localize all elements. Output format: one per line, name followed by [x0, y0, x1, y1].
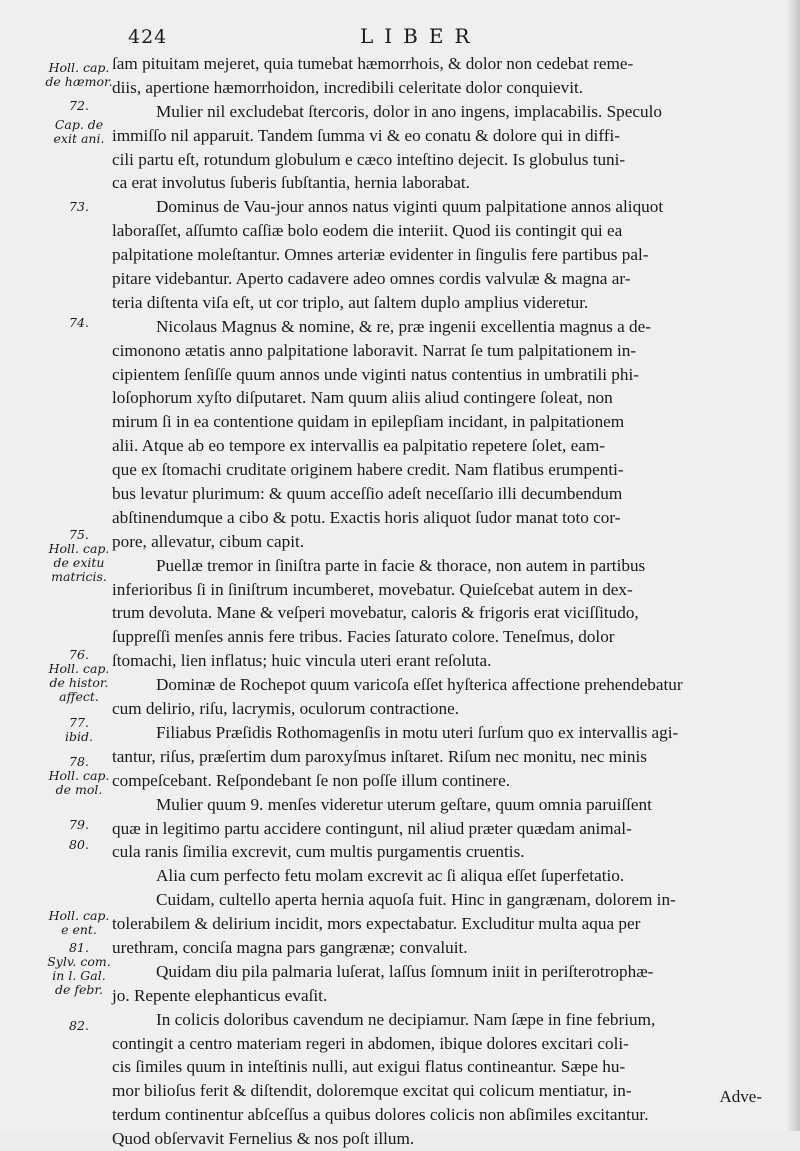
- text-line: compeſcebant. Reſpondebant ſe non poſſe illum continere.: [112, 770, 511, 790]
- page-number: 424: [128, 26, 168, 48]
- margin-note-line: e ent.: [61, 922, 97, 937]
- text-line: inferioribus ſi in ſiniſtrum incumberet, movebatur. Quieſcebat autem in dex-: [112, 579, 633, 599]
- text-line: ſtomachi, lien inflatus; huic vincula uteri erant reſoluta.: [112, 651, 492, 671]
- margin-note-line: Cap. de: [54, 117, 104, 132]
- margin-note-81-sylv: [34, 941, 124, 997]
- margin-note-77-ibid: [34, 716, 124, 744]
- text-line: immiſſo nil apparuit. Tandem ſumma vi & eo conatu & dolore qui in diffi-: [112, 125, 620, 145]
- text-line: tantur, riſus, præſertim dum paroxyſmus inſtaret. Riſum nec monitu, nec minis: [112, 746, 647, 766]
- margin-note-76: [34, 648, 124, 704]
- text-line: Quod obſervavit Fernelius & nos poſt illum.: [112, 1129, 415, 1149]
- margin-note-line: 74.: [69, 315, 89, 330]
- text-line: pitare videbantur. Aperto cadavere adeo omnes cordis valvulæ & magna ar-: [112, 269, 631, 289]
- text-line: loſophorum xyſto diſputaret. Nam quum aliis aliud contingere ſoleat, non: [112, 388, 613, 408]
- catchword: Adve-: [719, 1087, 762, 1106]
- margin-note-line: 72.: [69, 98, 89, 113]
- text-line: urethram, conciſa magna pars gangrænæ; convaluit.: [112, 937, 468, 957]
- margin-note-line: Sylv. com.: [47, 954, 111, 969]
- page-header: [0, 24, 800, 54]
- text-line: Quidam diu pila palmaria luſerat, laſſus ſomnum iniit in periſterotrophæ-: [156, 961, 654, 981]
- text-line: que ex ſtomachi cruditate originem habere credit. Nam flatibus erumpenti-: [112, 460, 624, 480]
- margin-note-cap-de-exitu-ani: [34, 118, 124, 146]
- margin-note-line: Holl. cap.: [48, 768, 110, 783]
- text-line: alii. Atque ab eo tempore ex intervallis ea palpitatio repetere ſolet, eam-: [112, 436, 605, 456]
- text-line: jo. Repente elephanticus evaſit.: [112, 985, 328, 1005]
- margin-note-line: de histor.: [49, 675, 109, 690]
- page-edge-shadow: [786, 0, 800, 1131]
- margin-note-line: 77.: [69, 715, 89, 730]
- margin-note-line: 81.: [69, 940, 89, 955]
- text-line: tolerabilem & delirium incidit, mors expectabatur. Excluditur multa aqua per: [112, 914, 641, 934]
- text-line: In colicis doloribus cavendum ne decipiamur. Nam ſæpe in fine febrium,: [156, 1009, 656, 1029]
- margin-note-75: [34, 528, 124, 584]
- margin-note-line: Holl. cap.: [48, 908, 110, 923]
- text-line: Dominæ de Rochepot quum varicoſa eſſet hyſterica affectione prehendebatur: [156, 675, 683, 695]
- text-line: Cuidam, cultello aperta hernia aquoſa fuit. Hinc in gangrænam, dolorem in-: [156, 890, 676, 910]
- margin-note-line: 82.: [69, 1018, 89, 1033]
- text-line: mirum ſi in ea contentione quidam in epilepſiam incidant, in palpitationem: [112, 412, 625, 432]
- margin-note-line: 78.: [69, 754, 89, 769]
- margin-note-line: ibid.: [65, 729, 93, 744]
- text-line: laboraſſet, aſſumto caſſiæ bolo eodem die interiit. Quod iis contingit qui ea: [112, 221, 623, 241]
- margin-note-line: 75.: [69, 527, 89, 542]
- text-line: quæ in legitimo partu accidere contingunt, nil aliud præter quædam animal-: [112, 818, 632, 838]
- margin-note-line: de febr.: [55, 982, 103, 997]
- margin-note-82: [34, 1019, 124, 1033]
- margin-note-holl-cap-de-haemor: [34, 61, 124, 89]
- text-line: bus levatur plurimum: & quum acceſſio adeſt neceſſario illi decumbendum: [112, 484, 623, 504]
- margin-note-line: Holl. cap.: [48, 60, 110, 75]
- margin-note-78: [34, 755, 124, 797]
- text-line: ca erat involutus ſuberis ſubſtantia, hernia laborabat.: [112, 173, 470, 193]
- text-line: teria diſtenta viſa eſt, ut cor triplo, aut ſaltem duplo amplius videretur.: [112, 292, 589, 312]
- text-line: palpitatione moleſtantur. Omnes arteriæ evidenter in ſingulis fere partibus pal-: [112, 245, 649, 265]
- text-line: trum devoluta. Mane & veſperi movebatur, caloris & frigoris erat viciſſitudo,: [112, 603, 639, 623]
- margin-note-line: Holl. cap.: [48, 661, 110, 676]
- text-line: cipientem ſenſiſſe quum annos unde viginti natus contentius in umbratili phi-: [112, 364, 639, 384]
- text-line: terdum continentur abſceſſus a quibus dolores colicis non abſimiles excitantur.: [112, 1105, 649, 1125]
- text-line: ſam pituitam mejeret, quia tumebat hæmorrhois, & dolor non cedebat reme-: [112, 54, 634, 73]
- text-line: cimonono ætatis anno palpitatione laboravit. Narrat ſe tum palpitationem in-: [112, 340, 637, 360]
- margin-note-line: matricis.: [51, 569, 107, 584]
- margin-note-73: [34, 200, 124, 214]
- margin-note-79: [34, 818, 124, 832]
- text-line: ſuppreſſi menſes annis fere tribus. Facies ſaturato colore. Teneſmus, dolor: [112, 627, 615, 647]
- text-line: abſtinendumque a cibo & potu. Exactis horis aliquot ſudor manat toto cor-: [112, 507, 621, 527]
- text-line: diis, apertione hæmorrhoidon, incredibili celeritate dolor conquievit.: [112, 77, 584, 97]
- margin-note-72: [34, 99, 124, 113]
- text-line: pore, allevatur, cibum capit.: [112, 531, 305, 551]
- text-line: Alia cum perfecto fetu molam excrevit ac ſi aliqua eſſet ſuperfetatio.: [156, 866, 625, 886]
- text-line: cum delirio, riſu, lacrymis, oculorum contractione.: [112, 699, 459, 719]
- margin-note-line: affect.: [59, 689, 99, 704]
- margin-note-line: 76.: [69, 647, 89, 662]
- margin-note-line: 73.: [69, 199, 89, 214]
- margin-note-holl-cap-e-ent: [34, 909, 124, 937]
- text-line: cili partu eſt, rotundum globulum e cæco inteſtino dejecit. Is globulus tuni-: [112, 149, 626, 169]
- text-line: Mulier quum 9. menſes videretur uterum geſtare, quum omnia paruiſſent: [156, 794, 652, 814]
- margin-note-74: [34, 316, 124, 330]
- text-line: Nicolaus Magnus & nomine, & re, præ ingenii excellentia magnus a de-: [156, 316, 651, 336]
- margin-note-line: de mol.: [55, 782, 103, 797]
- margin-note-line: 79.: [69, 817, 89, 832]
- margin-note-line: exit ani.: [53, 131, 105, 146]
- text-line: cula ranis ſimilia excrevit, cum multis purgamentis cruentis.: [112, 842, 525, 862]
- margin-note-line: de hæmor.: [45, 74, 113, 89]
- text-line: Dominus de Vau-jour annos natus viginti quum palpitatione annos aliquot: [156, 197, 664, 217]
- margin-note-80: [34, 838, 124, 852]
- text-line: contingit a centro materiam regeri in abdomen, ibique dolores excitari coli-: [112, 1033, 629, 1053]
- text-line: Filiabus Præſidis Rothomagenſis in motu uteri ſurſum quo ex intervallis agi-: [156, 722, 679, 742]
- text-line: Mulier nil excludebat ſtercoris, dolor in ano ingens, implacabilis. Speculo: [156, 101, 662, 121]
- body-text: [112, 52, 772, 1151]
- margin-note-line: 80.: [69, 837, 89, 852]
- margin-note-line: in l. Gal.: [52, 968, 106, 983]
- margin-note-line: Holl. cap.: [48, 541, 110, 556]
- text-line: mor bilioſus ferit & diſtendit, doloremque excitat qui colicum mentiatur, in-: [112, 1081, 632, 1101]
- running-title: LIBER: [360, 24, 481, 48]
- margin-note-line: de exitu: [53, 555, 105, 570]
- text-line: cis ſimiles quum in inteſtinis nulli, aut exigui flatus contineantur. Sæpe hu-: [112, 1057, 626, 1077]
- text-line: Puellæ tremor in ſiniſtra parte in facie & thorace, non autem in partibus: [156, 555, 646, 575]
